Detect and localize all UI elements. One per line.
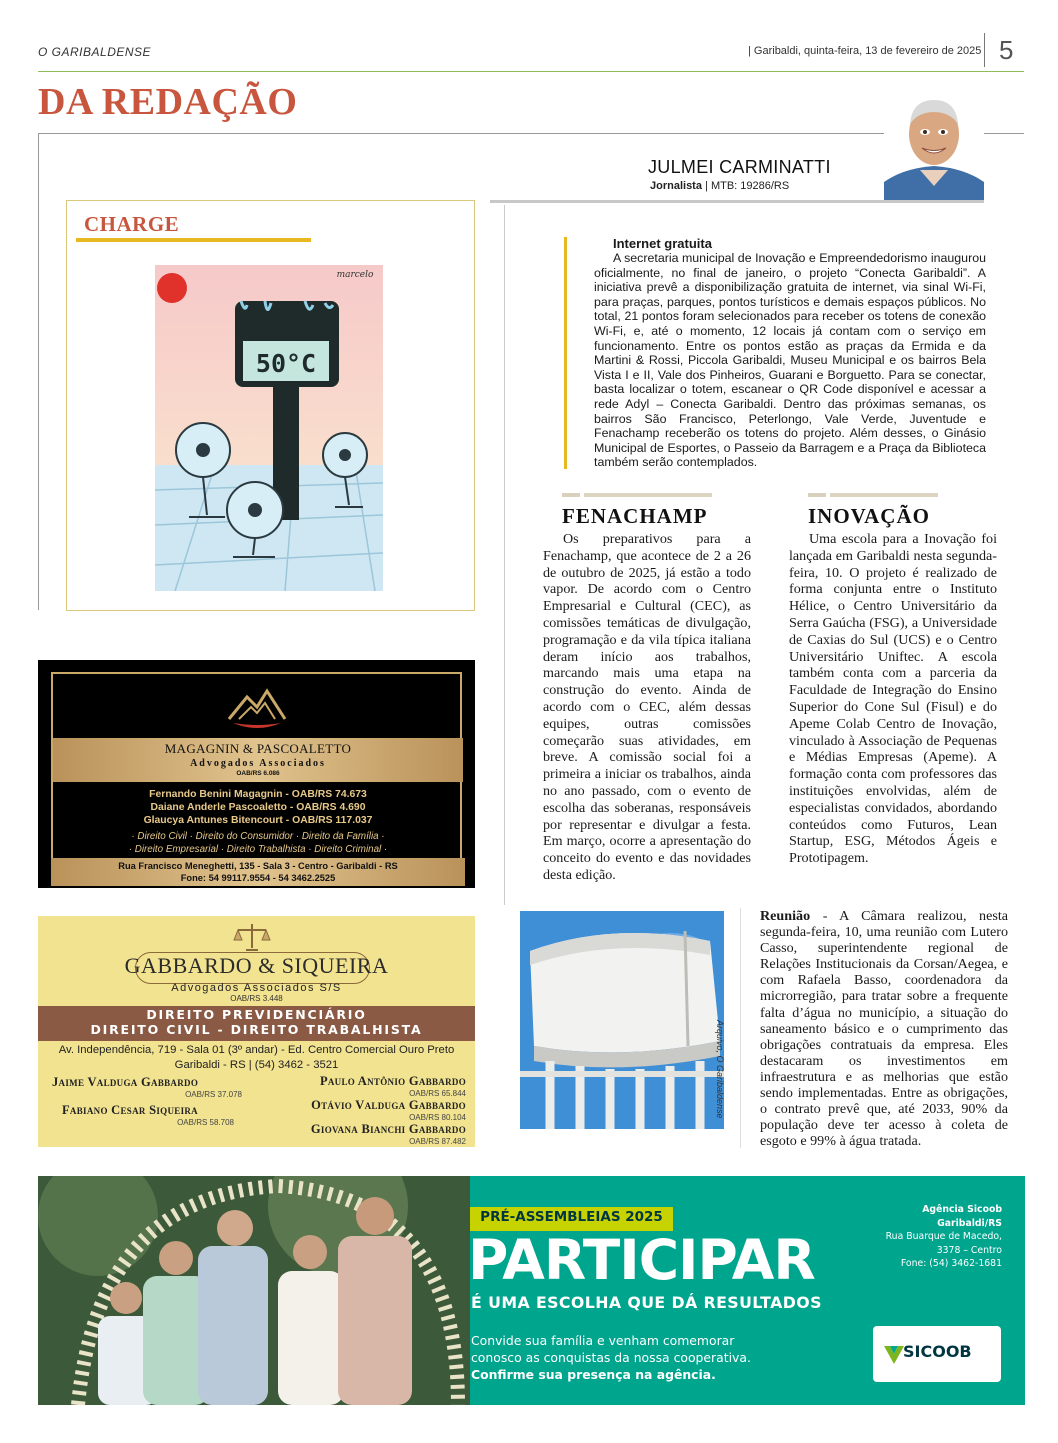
display-reading: 50°C [255, 349, 317, 378]
lawyer-oab: OAB/RS 65.844 [409, 1089, 466, 1098]
inovacao-deco-1 [808, 493, 826, 497]
lawyer-oab: OAB/RS 87.482 [409, 1137, 466, 1146]
reuniao-lead: Reunião [760, 908, 811, 924]
ad-magagnin-subtitle: Advogados Associados [190, 758, 326, 769]
sicoob-invite [471, 1332, 801, 1383]
internet-accent-bar [564, 237, 567, 469]
lawyer-name: Paulo Antônio Gabbardo [319, 1074, 466, 1088]
agency-street: Rua Buarque de Macedo, [885, 1231, 1002, 1242]
sicoob-agency [852, 1203, 1002, 1271]
columnist-rule [490, 200, 984, 203]
phone: Fone: 54 99117.9554 - 54 3462.2525 [180, 873, 336, 883]
address: Rua Francisco Meneghetti, 135 - Sala 3 - Centro - Garibaldi - RS [118, 861, 398, 871]
agency-name [852, 1203, 1002, 1217]
cartoonist-signature: marcelo [336, 270, 374, 280]
lawyer-oab: OAB/RS 80.104 [409, 1113, 466, 1122]
ad-gabbardo-oab: OAB/RS 3.448 [230, 994, 283, 1003]
mountain-logo-icon [225, 685, 289, 731]
sun-icon [157, 273, 187, 303]
lawyer-oab: OAB/RS 58.708 [177, 1118, 234, 1127]
internet-title: Internet gratuita [613, 236, 712, 251]
columnist-name: JULMEI CARMINATTI [648, 157, 831, 177]
reuniao-body [760, 908, 1008, 1149]
inovacao-text: Uma escola para a Inovação foi lançada em Garibaldi nesta segunda-feira, 10. O projeto é realizado de forma conjunta entre o Instituto Hélice, o Centro Universitário da Serra Gaúcha (FSG), a Universidade de Caxias do Sul (UCS) e o Centro Universitário Uniftec. A escola também conta com a parceria da Faculdade de Integração do Ensino Superior do Cone Sul (Fisul) e do Apeme Colab Centro de Inovação, vinculado à Associação de Pequenas e Médias Empresas (Apeme). A formação conta com professores das instituições envolvidas, além de especialistas convidados, abordando conteúdos como Futuros, Lean Startup, ESG, Métodos Ágeis e Prototipagem. [789, 531, 997, 867]
columnist-title: Jornalista [650, 180, 702, 192]
lawyer-line: Glaucya Antunes Bitencourt - OAB/RS 117.037 [143, 814, 373, 826]
lawyer-entry [274, 1074, 466, 1098]
areas-line: · Direito Civil · Direito do Consumidor · Direito da Família · [131, 831, 385, 842]
ad-gabbardo-subtitle: Advogados Associados S/S [171, 982, 342, 994]
lawyer-entry [62, 1103, 234, 1127]
invite-line: Convide sua família e venham comemorar [471, 1333, 735, 1348]
left-column-rule [38, 133, 39, 610]
charge-title: CHARGE [84, 212, 180, 236]
lawyer-entry [266, 1098, 466, 1122]
scales-of-justice-icon [232, 922, 272, 952]
inovacao-title: INOVAÇÃO [808, 504, 930, 528]
address: Av. Independência, 719 - Sala 01 (3º andar) - Ed. Centro Comercial Ouro Preto [58, 1044, 455, 1056]
ad-magagnin-oab: OAB/RS 6.086 [236, 770, 280, 777]
sicoob-headline: PARTICIPAR [468, 1228, 815, 1292]
lawyer-name: Fabiano Cesar Siqueira [62, 1103, 198, 1117]
columnist-photo [884, 90, 984, 200]
agency-number: 3378 – Centro [936, 1244, 1002, 1256]
fenachamp-deco-2 [584, 493, 712, 497]
charge-underline [76, 238, 311, 242]
dateline: | Garibaldi, quinta-feira, 13 de fevereiro de 2025 [748, 45, 982, 57]
sicoob-logo-icon [884, 1346, 904, 1369]
pre-assembleias-text: PRÉ-ASSEMBLEIAS 2025 [480, 1209, 663, 1225]
areas-line: DIREITO CIVIL - DIREITO TRABALHISTA [90, 1021, 423, 1037]
family-photo [38, 1176, 470, 1405]
lawyer-name: Giovana Bianchi Gabbardo [310, 1122, 466, 1136]
inovacao-body [789, 531, 997, 867]
agency-name-text: Agência Sicoob [922, 1204, 1002, 1215]
lawyer-entry [258, 1122, 466, 1146]
water-tower-photo [520, 911, 724, 1129]
areas-line: DIREITO PREVIDENCIÁRIO [146, 1007, 367, 1022]
photo-credit: Arquivo, O Garibaldense [715, 1020, 725, 1119]
invite-cta [471, 1366, 801, 1383]
columnist-role [650, 180, 789, 192]
ad-gabbardo-areas [38, 1008, 475, 1037]
fenachamp-text: Os preparativos para a Fenachamp, que acontece de 2 a 26 de outubro de 2025, já estão a todo vapor. De acordo com o Centro Empresarial e Cultural (CEC), as comissões temáticas de divulgação, programação e da vila típica italiana deram início aos trabalhos, marcando mais uma etapa na construção do evento. Ainda de acordo com o CEC, além dessas equipes, outras comissões começarão suas atividades, em breve. A comissão social foi a primeira a iniciar os trabalhos, ainda no ano passado, com o evento de escolha das soberanas, responsáveis por representar e divulgar a festa. Em março, ocorre a apresentação do conceito do evento e das novidades desta edição. [543, 531, 751, 883]
fenachamp-deco-1 [562, 493, 580, 497]
agency-city [852, 1217, 1002, 1231]
header-rule [38, 71, 1024, 72]
inovacao-deco-2 [830, 493, 938, 497]
phone: Garibaldi - RS | (54) 3462 - 3521 [174, 1058, 339, 1071]
lawyer-line: Daiane Anderle Pascoaletto - OAB/RS 4.690 [150, 801, 366, 813]
page-number: 5 [984, 33, 1024, 67]
section-rule [38, 133, 1024, 134]
lawyer-name: Jaime Valduga Gabbardo [52, 1075, 199, 1089]
invite-line: conosco as conquistas da nossa cooperativa. [471, 1350, 751, 1365]
invite-cta-text: Confirme sua presença na agência. [471, 1367, 716, 1382]
charge-cartoon [155, 265, 383, 591]
sicoob-subheadline: É UMA ESCOLHA QUE DÁ RESULTADOS [471, 1293, 822, 1312]
fenachamp-title: FENACHAMP [562, 504, 708, 528]
ad-magagnin-firm: MAGAGNIN & PASCOALETTO [164, 741, 352, 756]
role-separator: | [705, 180, 711, 192]
photo-divider [740, 908, 741, 1148]
columnist-registration: MTB: 19286/RS [710, 180, 790, 192]
fenachamp-body [543, 531, 751, 884]
ad-gabbardo-contact [38, 1043, 475, 1072]
lawyer-name: Otávio Valduga Gabbardo [311, 1098, 466, 1112]
agency-city-text: Garibaldi/RS [937, 1217, 1002, 1229]
sicoob-logo-text: SICOOB [903, 1342, 972, 1361]
ad-gabbardo-firm: GABBARDO & SIQUEIRA [124, 953, 389, 978]
lawyer-line: Fernando Benini Magagnin - OAB/RS 74.673 [149, 789, 367, 800]
column-divider [504, 205, 505, 905]
section-title: DA REDAÇÃO [38, 81, 298, 123]
ad-magagnin-contact [51, 860, 465, 884]
ad-magagnin-lawyers [53, 789, 463, 827]
internet-body: A secretaria municipal de Inovação e Empreendedorismo inaugurou oficialmente, no final de janeiro, o projeto “Conecta Garibaldi”. A iniciativa prevê a disponibilização gratuita de internet, via sinal Wi-Fi, para praças, parques, pontos turísticos e demais espaços públicos. No total, 21 pontos foram selecionados para receber os totens de conexão Wi-Fi, e, até o momento, 12 locais já contam com o serviço em funcionamento. Entre os pontos estão as praças da Ermida e da Martini & Rossi, Piccola Garibaldi, Museu Municipal e os bairros Bela Vista I e II, Vale dos Pinheiros, Guarani e Borguetto. Para se conectar, basta localizar o totem, escanear o QR Code disponível e acessar a rede Adyl – Conecta Garibaldi. Dentro das próximas semanas, os bairros São Francisco, Peterlongo, Vale Verde, Juventude e Fenachamp receberão os totens do projeto. Além desses, o Ginásio Municipal de Esportes, o Passeio da Barragem e a Praça da Biblioteca também serão contemplados. [594, 251, 986, 470]
areas-line: · Direito Empresarial · Direito Trabalhista · Direito Criminal · [128, 843, 388, 855]
reuniao-text: - A Câmara realizou, nesta segunda-feira, 10, uma reunião com Lutero Casso, superintendente regional de Relações Institucionais da Corsan/Aegea, e com Rafaela Basso, coordenadora da microrregião, para tratar sobre a frequente falta d’água no município, a situação do saneamento básico e o cumprimento das obrigações contratuais da empresa. Eles destacaram os investimentos em infraestrutura e as melhorias que estão sendo implementadas. Entre as obrigações, o contrato prevê que, até 2033, 90% da população deve ter acesso à coleta de esgoto e 99% à água tratada. [760, 908, 1008, 1150]
lawyer-entry [52, 1075, 242, 1099]
ad-magagnin-areas [53, 831, 463, 856]
agency-phone: Fone: (54) 3462-1681 [900, 1258, 1002, 1269]
lawyer-oab: OAB/RS 37.078 [185, 1090, 242, 1099]
masthead: O GARIBALDENSE [38, 45, 152, 59]
